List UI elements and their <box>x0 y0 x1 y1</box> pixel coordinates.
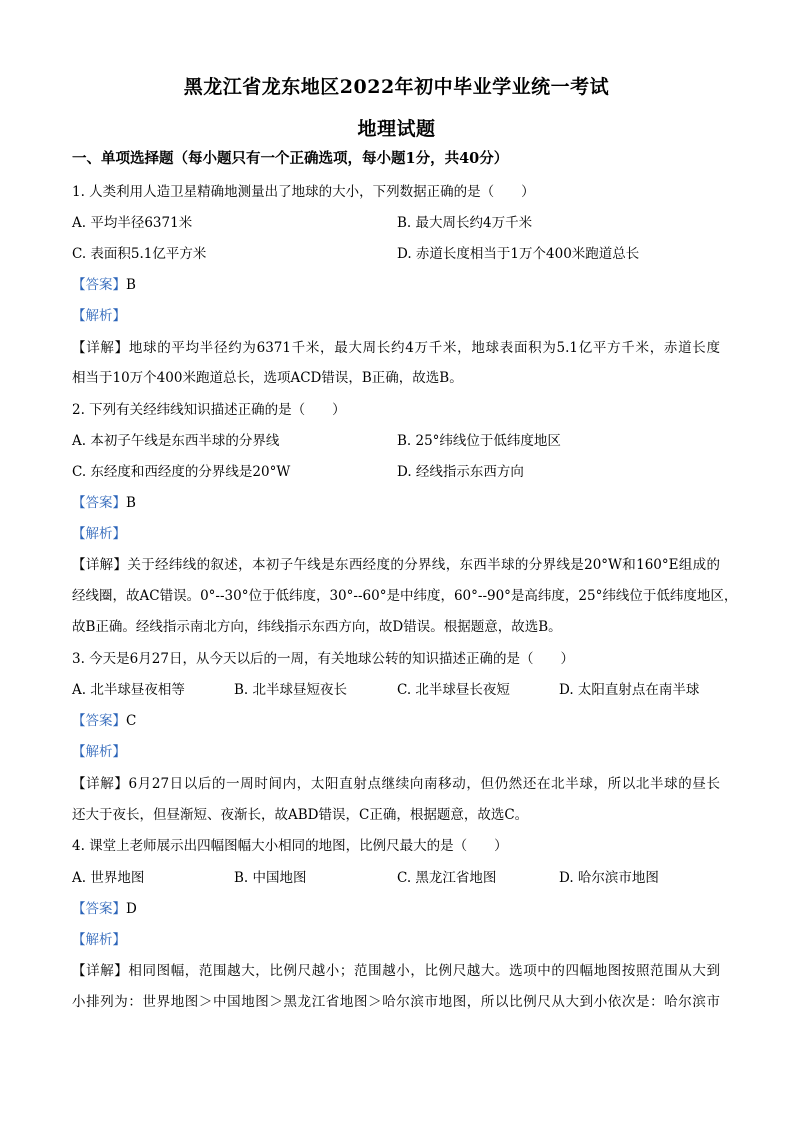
question-1-analysis-label: 【解析】 <box>72 308 126 324</box>
answer-label: 【答案】 <box>72 495 126 511</box>
question-1-option-b: B. 最大周长约4万千米 <box>397 215 533 231</box>
question-2-analysis-label: 【解析】 <box>72 526 126 542</box>
question-2-option-c: C. 东经度和西经度的分界线是20°W <box>72 464 291 480</box>
answer-label: 【答案】 <box>72 277 126 293</box>
question-3-option-c: C. 北半球昼长夜短 <box>397 682 510 698</box>
question-3-detail-line-1 <box>72 775 720 793</box>
detail-text: 地球的平均半径约为6371千米，最大周长约4万千米，地球表面积为5.1亿平方千米，赤道长度 <box>128 340 721 356</box>
question-3-analysis-label: 【解析】 <box>72 744 126 760</box>
detail-label: 【详解】 <box>72 963 129 979</box>
detail-label: 【详解】 <box>72 776 129 792</box>
question-2-detail-line-2: 经线圈，故AC错误。0°--30°位于低纬度，30°--60°是中纬度，60°--90°是高纬度，25°纬线位于低纬度地区， <box>72 588 738 604</box>
question-3-option-d: D. 太阳直射点在南半球 <box>559 682 700 698</box>
question-1-stem: 1. 人类利用人造卫星精确地测量出了地球的大小，下列数据正确的是（ ） <box>72 184 535 200</box>
detail-label: 【详解】 <box>72 557 128 573</box>
question-1-detail-line-2: 相当于10万个400米跑道总长，选项ACD错误，B正确，故选B。 <box>72 370 463 386</box>
question-4-option-d: D. 哈尔滨市地图 <box>559 870 659 886</box>
section-heading: 一、单项选择题（每小题只有一个正确选项，每小题1分，共40分） <box>72 150 509 167</box>
question-4-analysis-label: 【解析】 <box>72 932 126 948</box>
exam-title: 黑龙江省龙东地区2022年初中毕业学业统一考试 <box>183 76 610 98</box>
question-2-option-d: D. 经线指示东西方向 <box>397 464 524 480</box>
question-4-option-a: A. 世界地图 <box>72 870 145 886</box>
question-4-answer <box>72 900 137 918</box>
answer-label: 【答案】 <box>72 901 126 917</box>
answer-value: C <box>126 713 137 729</box>
question-4-option-c: C. 黑龙江省地图 <box>397 870 497 886</box>
question-1-answer <box>72 276 136 294</box>
question-1-detail-line-1 <box>72 339 720 357</box>
question-1-option-a: A. 平均半径6371米 <box>72 215 193 231</box>
question-3-detail-line-2: 还大于夜长，但昼渐短、夜渐长，故ABD错误，C正确，根据题意，故选C。 <box>72 807 529 823</box>
question-4-option-b: B. 中国地图 <box>234 870 307 886</box>
question-4-detail-line-1 <box>72 962 720 980</box>
question-2-answer <box>72 494 136 512</box>
question-2-stem: 2. 下列有关经纬线知识描述正确的是（ ） <box>72 402 346 418</box>
answer-label: 【答案】 <box>72 713 126 729</box>
question-1-option-c: C. 表面积5.1亿平方米 <box>72 246 207 262</box>
question-2-detail-line-1 <box>72 556 720 574</box>
question-3-option-a: A. 北半球昼夜相等 <box>72 682 185 698</box>
question-3-option-b: B. 北半球昼短夜长 <box>234 682 348 698</box>
question-4-stem: 4. 课堂上老师展示出四幅图幅大小相同的地图，比例尺最大的是（ ） <box>72 838 508 854</box>
detail-text: 关于经纬线的叙述，本初子午线是东西经度的分界线，东西半球的分界线是20°W和160°E组成的 <box>127 557 720 573</box>
detail-label: 【详解】 <box>72 340 129 356</box>
question-3-stem: 3. 今天是6月27日，从今天以后的一周，有关地球公转的知识描述正确的是（ ） <box>72 651 574 667</box>
question-2-option-a: A. 本初子午线是东西半球的分界线 <box>72 433 280 449</box>
answer-value: B <box>126 495 136 511</box>
answer-value: B <box>126 277 136 293</box>
detail-text: 相同图幅，范围越大，比例尺越小；范围越小，比例尺越大。选项中的四幅地图按照范围从大到 <box>128 963 721 979</box>
answer-value: D <box>126 901 137 917</box>
exam-subtitle: 地理试题 <box>357 118 436 140</box>
detail-text: 6月27日以后的一周时间内，太阳直射点继续向南移动，但仍然还在北半球，所以北半球的昼长 <box>128 776 720 792</box>
question-2-option-b: B. 25°纬线位于低纬度地区 <box>397 433 561 449</box>
question-1-option-d: D. 赤道长度相当于1万个400米跑道总长 <box>397 246 640 262</box>
question-2-detail-line-3: 故B正确。经线指示南北方向，纬线指示东西方向，故D错误。根据题意，故选B。 <box>72 619 562 635</box>
question-3-answer <box>72 712 136 730</box>
question-4-detail-line-2: 小排列为：世界地图＞中国地图＞黑龙江省地图＞哈尔滨市地图，所以比例尺从大到小依次是：哈尔滨市 <box>72 994 720 1010</box>
